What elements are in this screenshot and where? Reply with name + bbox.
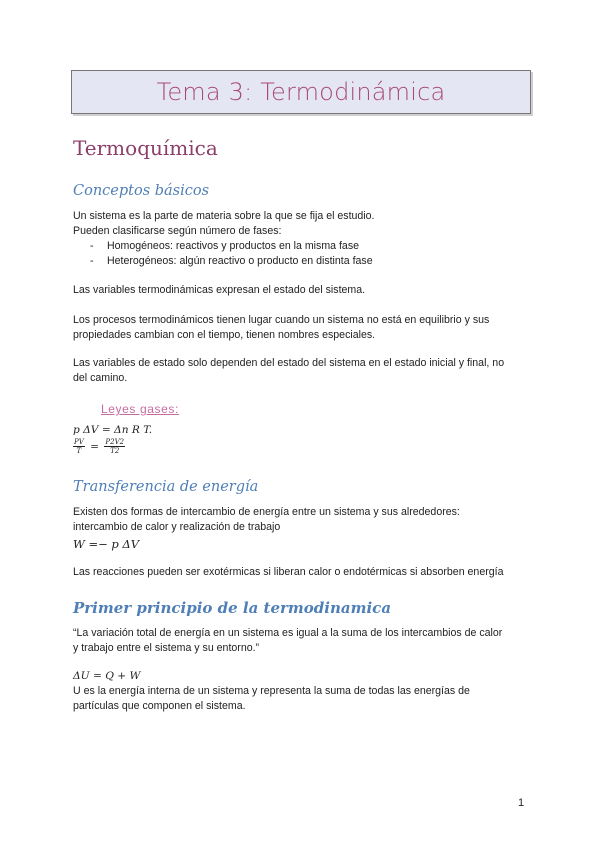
text-line: U es la energía interna de un sistema y representa la suma de todas las energías de (73, 685, 470, 697)
paragraph (73, 684, 533, 714)
quote (73, 626, 533, 656)
paragraph (73, 565, 533, 580)
dash-marker: - (90, 240, 94, 252)
text-line: “La variación total de energía en un sistema es igual a la suma de los intercambios de calor (73, 627, 503, 639)
text-line: Existen dos formas de intercambio de energía entre un sistema y sus alrededores: (73, 506, 460, 518)
equals-sign: = (90, 440, 100, 453)
text-line: Pueden clasificarse según número de fases: (73, 225, 282, 237)
text-line: Un sistema es la parte de materia sobre la que se fija el estudio. (73, 210, 375, 222)
section-title-conceptos: Conceptos básicos (73, 183, 210, 199)
page-title: Tema 3: Termodinámica (156, 78, 446, 106)
conceptos-intro (73, 209, 533, 239)
paragraph (73, 356, 533, 386)
list-item (73, 239, 373, 254)
text-line: Las variables de estado solo dependen del estado del sistema en el estado inicial y final, no (73, 357, 505, 369)
text-line: del camino. (73, 372, 128, 384)
text-line: partículas que componen el sistema. (73, 700, 246, 712)
dash-marker: - (90, 255, 94, 267)
fraction-denominator: T2 (110, 447, 120, 455)
text-line: Los procesos termodinámicos tienen lugar cuando un sistema no está en equilibrio y sus (73, 314, 490, 326)
text-line: intercambio de calor y realización de trabajo (73, 521, 281, 533)
fraction (104, 438, 125, 455)
text-line: Las variables termodinámicas expresan el estado del sistema. (73, 284, 366, 296)
equation-gas-law: p ΔV = Δn R T. (73, 424, 153, 436)
text-line: propiedades cambian con el tiempo, tienen nombres especiales. (73, 329, 376, 341)
page-number: 1 (518, 797, 525, 809)
text-line: y trabajo entre el sistema y su entorno.” (73, 642, 260, 654)
leyes-gases-label: Leyes gases: (101, 402, 179, 416)
text-line: Las reacciones pueden ser exotérmicas si liberan calor o endotérmicas si absorben energía (73, 566, 504, 578)
list-item (73, 254, 373, 269)
main-heading: Termoquímica (73, 136, 218, 160)
section-title-transferencia: Transferencia de energía (73, 479, 259, 495)
bullet-list (73, 239, 373, 269)
fraction-denominator: T (76, 447, 82, 455)
equation-first-law: ΔU = Q + W (73, 670, 141, 682)
paragraph (73, 313, 533, 343)
fraction (73, 438, 85, 455)
fraction-numerator: P2V2 (105, 438, 125, 446)
equation-combined-gas (73, 438, 125, 455)
fraction-numerator: PV (74, 438, 84, 446)
list-item-text: Homogéneos: reactivos y productos en la misma fase (107, 240, 360, 252)
equation-work: W =− p ΔV (73, 537, 140, 551)
list-item-text: Heterogéneos: algún reactivo o producto en distinta fase (107, 255, 373, 267)
transferencia-intro (73, 505, 533, 535)
paragraph (73, 283, 533, 298)
title-box (71, 70, 531, 114)
section-title-primer-principio: Primer principio de la termodinamica (73, 599, 392, 617)
